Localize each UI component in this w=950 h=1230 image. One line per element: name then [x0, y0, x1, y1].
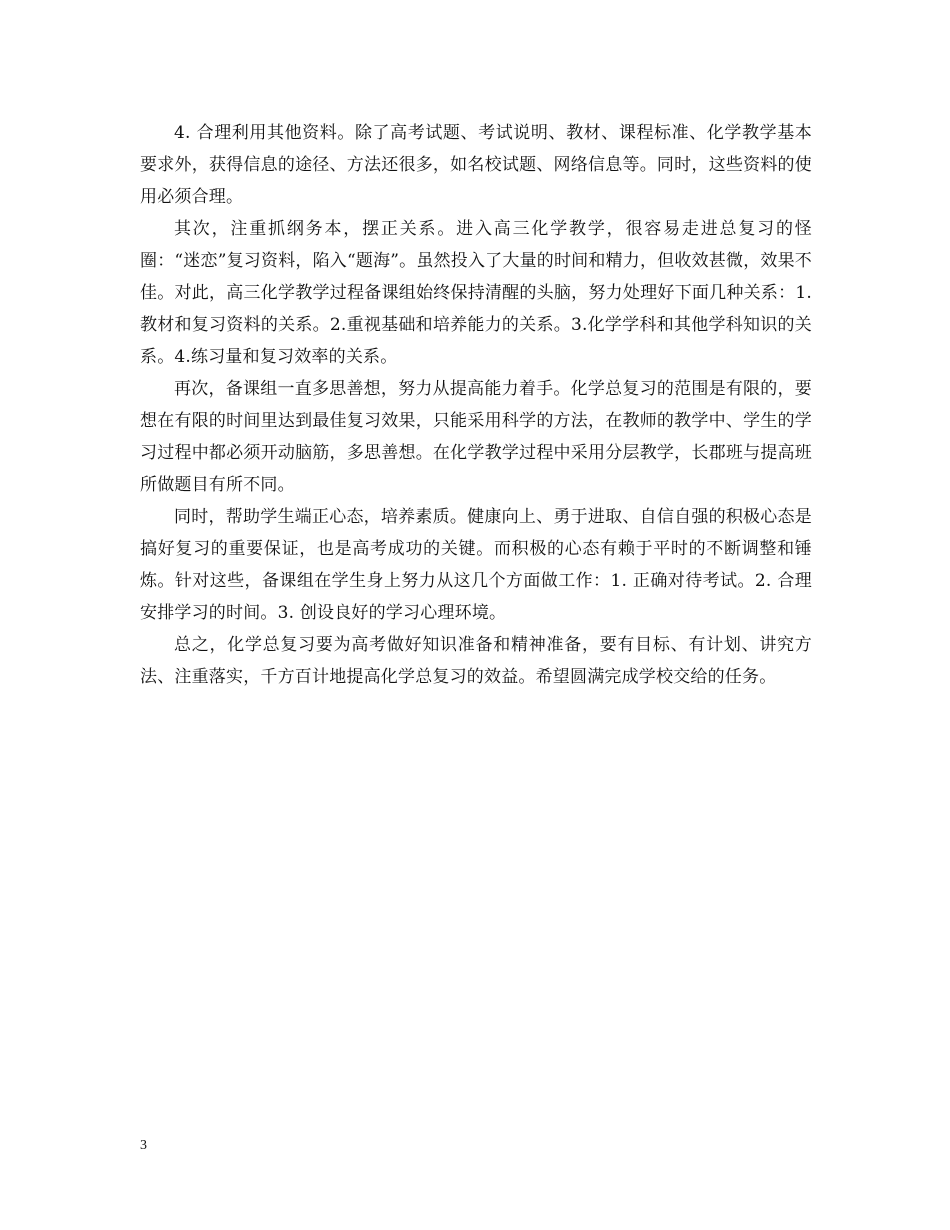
paragraph-thinking-ability: 再次，备课组一直多思善想，努力从提高能力着手。化学总复习的范围是有限的，要想在有限的时间里达到最佳复习效果，只能采用科学的方法，在教师的教学中、学生的学习过程中都必须开动脑筋，多思善想。在化学教学过程中采用分层教学，长郡班与提高班所做题目有所不同。: [140, 379, 812, 495]
paragraph-key-relationships: 其次，注重抓纲务本，摆正关系。进入高三化学教学，很容易走进总复习的怪圈：“迷恋”复习资料，陷入“题海”。虽然投入了大量的时间和精力，但收效甚微，效果不佳。对此，高三化学教学过程备课组始终保持清醒的头脑，努力处理好下面几种关系：1.教材和复习资料的关系。2.重视基础和培养能力的关系。3.化学学科和其他学科知识的关系。4.练习量和复习效率的关系。: [140, 219, 812, 367]
paragraph-conclusion: 总之，化学总复习要为高考做好知识准备和精神准备，要有目标、有计划、讲究方法、注重落实，千方百计地提高化学总复习的效益。希望圆满完成学校交给的任务。: [140, 635, 812, 687]
paragraph-student-mindset: 同时，帮助学生端正心态，培养素质。健康向上、勇于进取、自信自强的积极心态是搞好复习的重要保证，也是高考成功的关键。而积极的心态有赖于平时的不断调整和锤炼。针对这些，备课组在学生身上努力从这几个方面做工作：1. 正确对待考试。2. 合理安排学习的时间。3. 创设良好的学习心理环境。: [140, 507, 812, 623]
page-number: 3: [140, 1138, 147, 1153]
document-body: [140, 117, 812, 693]
paragraph-other-materials: 4. 合理利用其他资料。除了高考试题、考试说明、教材、课程标准、化学教学基本要求外，获得信息的途径、方法还很多，如名校试题、网络信息等。同时，这些资料的使用必须合理。: [140, 123, 812, 207]
